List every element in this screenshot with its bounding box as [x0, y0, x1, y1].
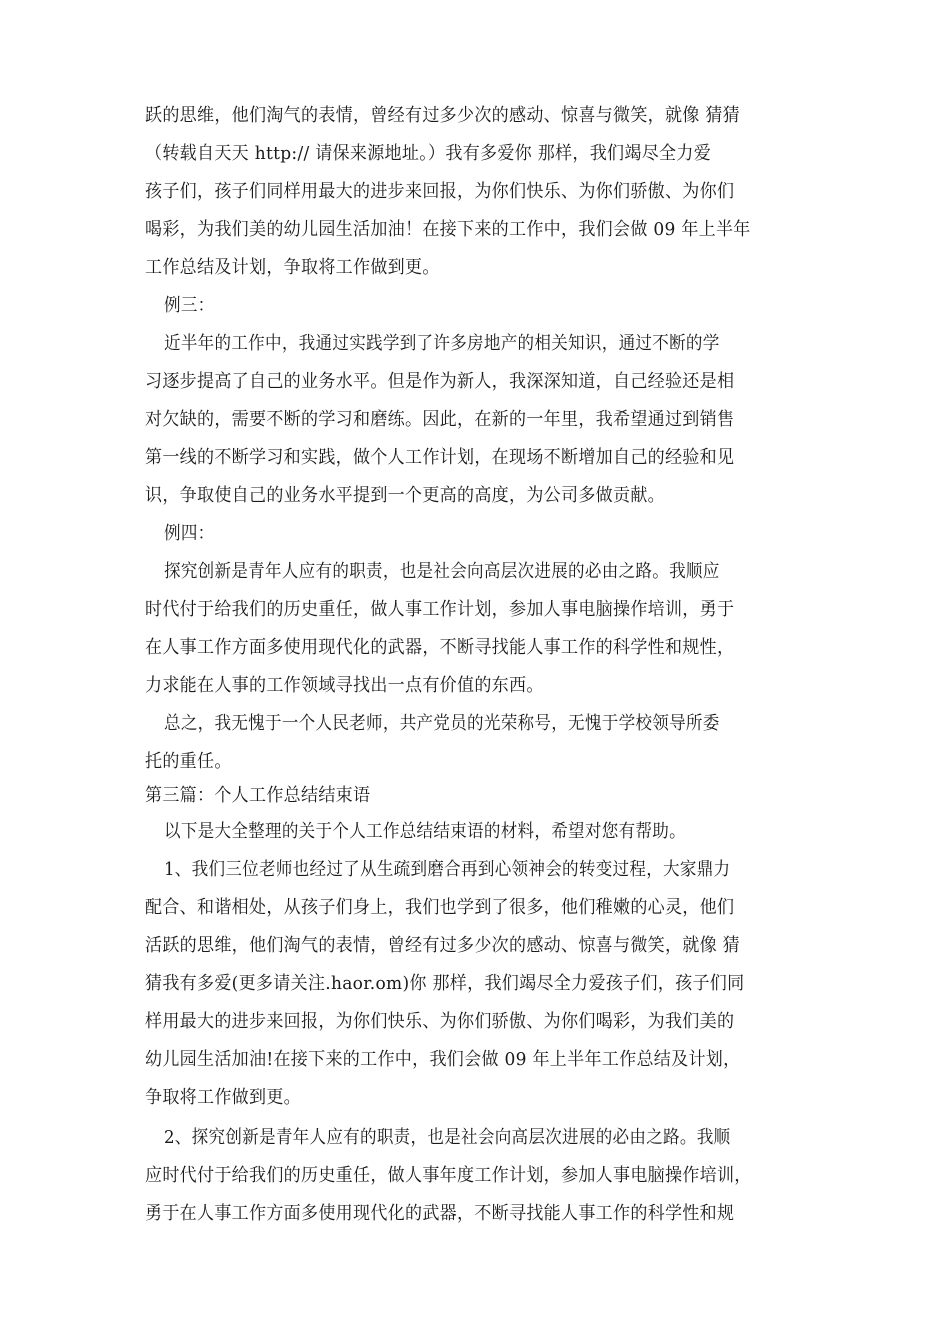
section-heading: 第三篇：个人工作总结结束语: [145, 785, 371, 806]
text-line: 工作总结及计划，争取将工作做到更。: [145, 257, 440, 278]
text-line: 近半年的工作中，我通过实践学到了许多房地产的相关知识，通过不断的学: [164, 333, 720, 354]
text-line: 1、我们三位老师也经过了从生疏到磨合再到心领神会的转变过程，大家鼎力: [164, 859, 731, 880]
text-line: 应时代付于给我们的历史重任，做人事年度工作计划，参加人事电脑操作培训，: [145, 1165, 752, 1186]
text-line: 时代付于给我们的历史重任，做人事工作计划，参加人事电脑操作培训，勇于: [145, 599, 735, 620]
text-line: 孩子们，孩子们同样用最大的进步来回报，为你们快乐、为你们骄傲、为你们: [145, 181, 735, 202]
text-line: 以下是大全整理的关于个人工作总结结束语的材料，希望对您有帮助。: [164, 821, 686, 842]
section-label: 例四：: [164, 523, 215, 544]
text-line: 对欠缺的，需要不断的学习和磨练。因此，在新的一年里，我希望通过到销售: [145, 409, 735, 430]
text-line: 力求能在人事的工作领域寻找出一点有价值的东西。: [145, 675, 544, 696]
text-line: 跃的思维，他们淘气的表情，曾经有过多少次的感动、惊喜与微笑，就像 猜猜: [145, 105, 741, 126]
text-line: 争取将工作做到更。: [145, 1087, 301, 1108]
text-line: 勇于在人事工作方面多使用现代化的武器，不断寻找能人事工作的科学性和规: [145, 1203, 735, 1224]
text-line: 配合、和谐相处，从孩子们身上，我们也学到了很多，他们稚嫩的心灵，他们: [145, 897, 735, 918]
text-line: 猜我有多爱(更多请关注.haor.om)你 那样，我们竭尽全力爱孩子们，孩子们同: [145, 973, 745, 994]
text-line: 样用最大的进步来回报，为你们快乐、为你们骄傲、为你们喝彩，为我们美的: [145, 1011, 735, 1032]
text-line: 喝彩，为我们美的幼儿园生活加油！在接下来的工作中，我们会做 09 年上半年: [145, 219, 751, 240]
text-line: 探究创新是青年人应有的职责，也是社会向高层次进展的必由之路。我顺应: [164, 561, 720, 582]
text-line: 识，争取使自己的业务水平提到一个更高的高度，为公司多做贡献。: [145, 485, 665, 506]
text-line: 托的重任。: [145, 751, 232, 772]
section-label: 例三：: [164, 295, 215, 316]
text-line: 第一线的不断学习和实践，做个人工作计划，在现场不断增加自己的经验和见: [145, 447, 735, 468]
text-line: 总之，我无愧于一个人民老师，共产党员的光荣称号，无愧于学校领导所委: [164, 713, 720, 734]
text-line: （转载自天天 http:// 请保来源地址。）我有多爱你 那样，我们竭尽全力爱: [145, 143, 712, 164]
text-line: 在人事工作方面多使用现代化的武器，不断寻找能人事工作的科学性和规性，: [145, 637, 735, 658]
text-line: 活跃的思维，他们淘气的表情，曾经有过多少次的感动、惊喜与微笑，就像 猜: [145, 935, 741, 956]
text-line: 幼儿园生活加油!在接下来的工作中，我们会做 09 年上半年工作总结及计划，: [145, 1049, 741, 1070]
text-line: 习逐步提高了自己的业务水平。但是作为新人，我深深知道，自己经验还是相: [145, 371, 735, 392]
text-line: 2、探究创新是青年人应有的职责，也是社会向高层次进展的必由之路。我顺: [164, 1127, 731, 1148]
